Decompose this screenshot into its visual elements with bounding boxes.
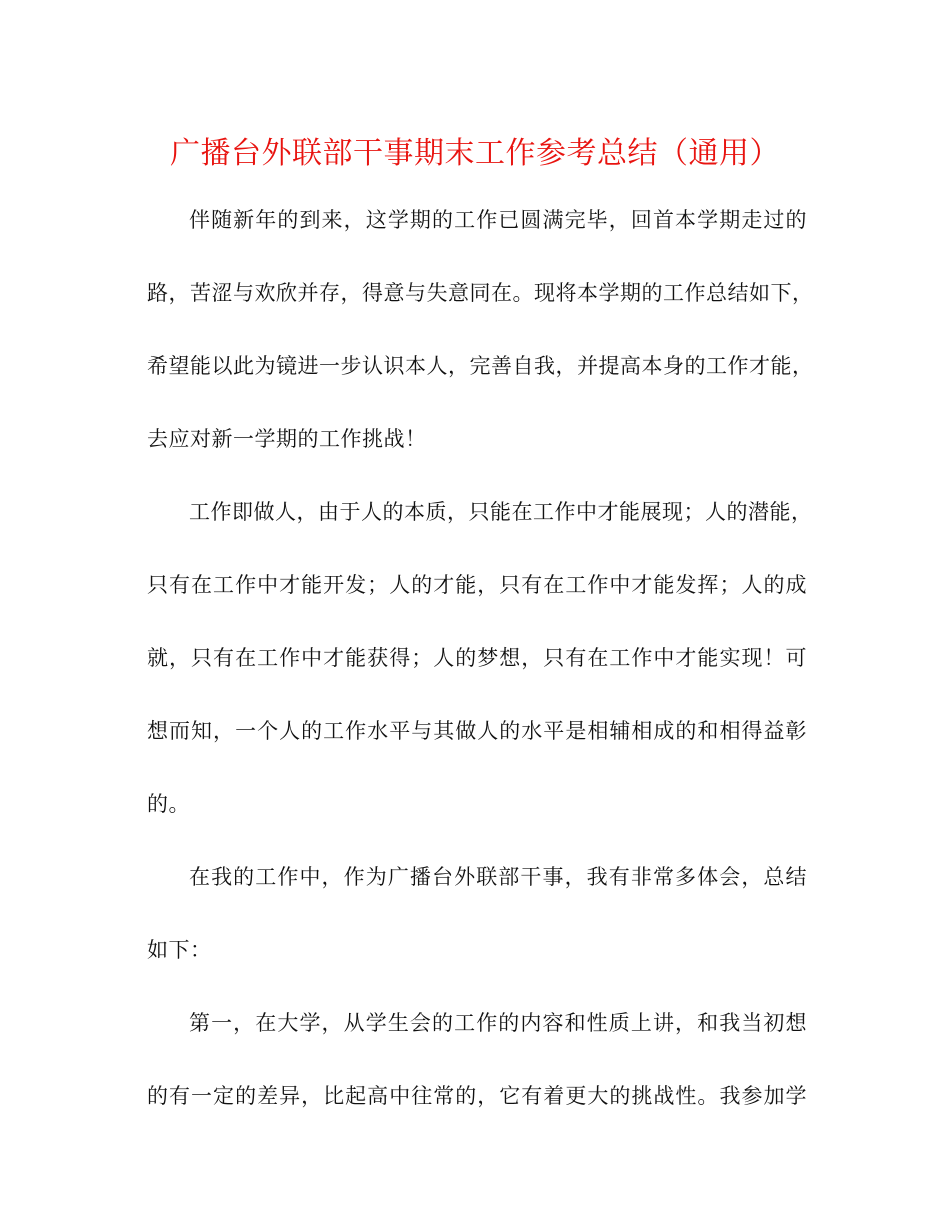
- paragraph-1: [147, 184, 814, 476]
- paragraph-line: 希望能以此为镜进一步认识本人，完善自我，并提高本身的工作才能，: [147, 354, 814, 378]
- paragraph-line: 在我的工作中，作为广播台外联部干事，我有非常多体会，总结: [189, 865, 807, 889]
- paragraph-2: [147, 476, 813, 841]
- paragraph-line: 去应对新一学期的工作挑战！: [147, 427, 427, 451]
- paragraph-line: 工作即做人，由于人的本质，只能在工作中才能展现；人的潜能，: [189, 500, 813, 524]
- paragraph-line: 第一，在大学，从学生会的工作的内容和性质上讲，和我当初想: [189, 1011, 807, 1035]
- paragraph-4: [147, 987, 807, 1133]
- paragraph-line: 想而知，一个人的工作水平与其做人的水平是相辅相成的和相得益彰: [147, 719, 807, 743]
- paragraph-line: 的。: [147, 792, 190, 816]
- document-title: 广播台外联部干事期末工作参考总结（通用）: [170, 136, 780, 171]
- paragraph-line: 伴随新年的到来，这学期的工作已圆满完毕，回首本学期走过的: [189, 208, 807, 232]
- paragraph-line: 的有一定的差异，比起高中往常的，它有着更大的挑战性。我参加学: [147, 1084, 807, 1108]
- paragraph-line: 路，苦涩与欢欣并存，得意与失意同在。现将本学期的工作总结如下，: [147, 281, 814, 305]
- paragraph-line: 就，只有在工作中才能获得；人的梦想，只有在工作中才能实现！可: [147, 646, 807, 670]
- document-body: [147, 184, 814, 1133]
- paragraph-line: 只有在工作中才能开发；人的才能，只有在工作中才能发挥；人的成: [147, 573, 807, 597]
- paragraph-line: 如下：: [147, 938, 212, 962]
- paragraph-3: [147, 841, 807, 987]
